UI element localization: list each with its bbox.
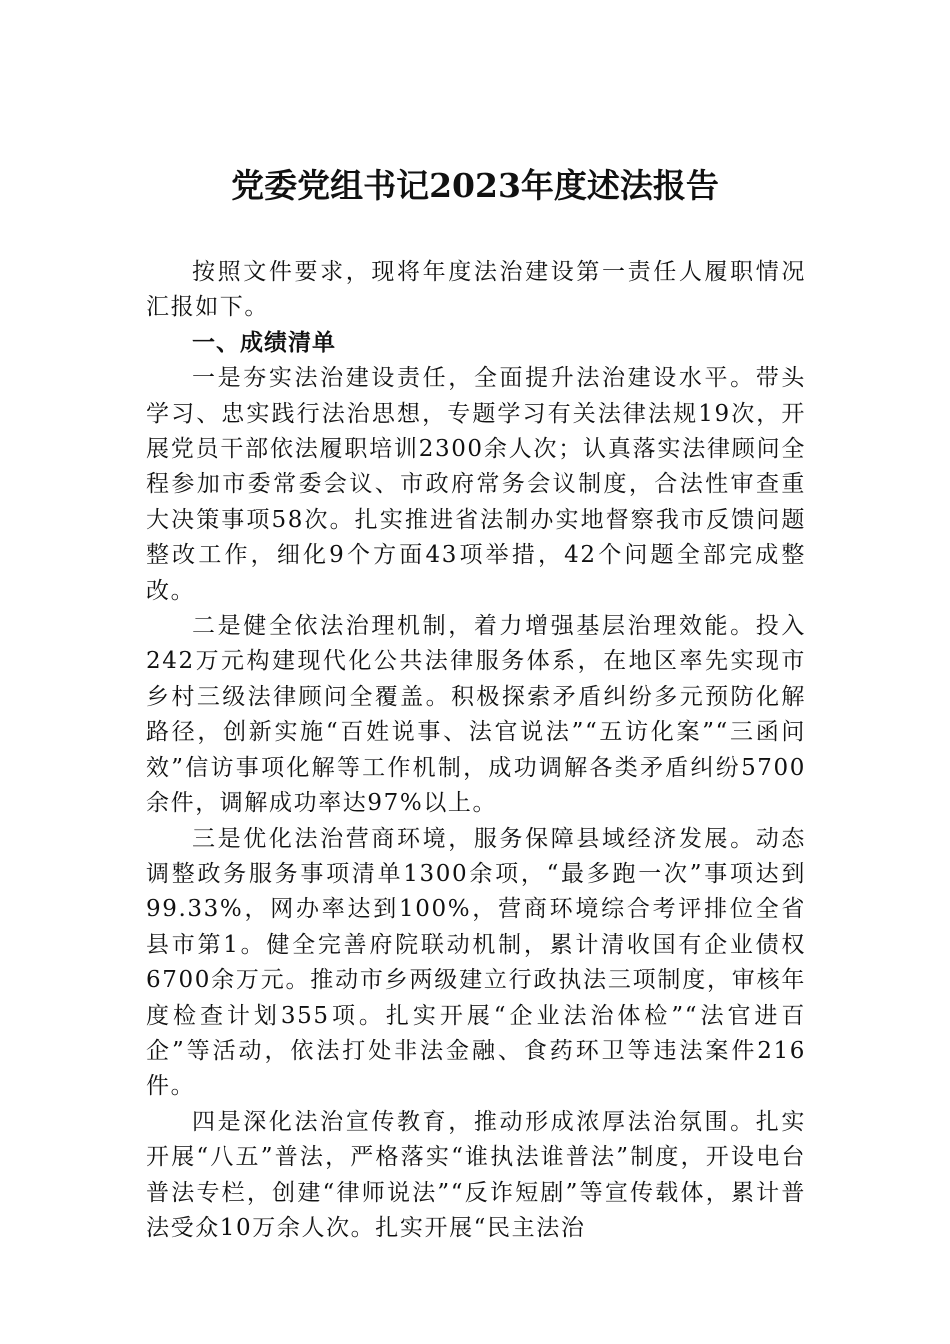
paragraph-4: 四是深化法治宣传教育，推动形成浓厚法治氛围。扎实开展“八五”普法，严格落实“谁执法谁普法”制度，开设电台普法专栏，创建“律师说法”“反诈短剧”等宣传载体，累计普法受众10万余人次。扎实开展“民主法治 <box>146 1108 806 1241</box>
document-title: 党委党组书记2023年度述法报告 <box>231 166 719 205</box>
intro-paragraph: 按照文件要求，现将年度法治建设第一责任人履职情况汇报如下。 <box>146 259 806 321</box>
paragraph-2: 二是健全依法治理机制，着力增强基层治理效能。投入242万元构建现代化公共法律服务体系，在地区率先实现市乡村三级法律顾问全覆盖。积极探索矛盾纠纷多元预防化解路径，创新实施“百姓说事、法官说法”“五访化案”“三函问效”信访事项化解等工作机制，成功调解各类矛盾纠纷5700余件，调解成功率达97%以上。 <box>146 613 806 817</box>
document-body <box>146 255 806 1246</box>
paragraph-3: 三是优化法治营商环境，服务保障县域经济发展。动态调整政务服务事项清单1300余项，“最多跑一次”事项达到99.33%，网办率达到100%，营商环境综合考评排位全省县市第1。健全完善府院联动机制，累计清收国有企业债权6700余万元。推动市乡两级建立行政执法三项制度，审核年度检查计划355项。扎实开展“企业法治体检”“法官进百企”等活动，依法打处非法金融、食药环卫等违法案件216件。 <box>146 825 806 1100</box>
section-heading: 一、成绩清单 <box>192 329 336 356</box>
paragraph-1: 一是夯实法治建设责任，全面提升法治建设水平。带头学习、忠实践行法治思想，专题学习有关法律法规19次，开展党员干部依法履职培训2300余人次；认真落实法律顾问全程参加市委常委会议、市政府常务会议制度，合法性审查重大决策事项58次。扎实推进省法制办实地督察我市反馈问题整改工作，细化9个方面43项举措，42个问题全部完成整改。 <box>146 365 806 604</box>
